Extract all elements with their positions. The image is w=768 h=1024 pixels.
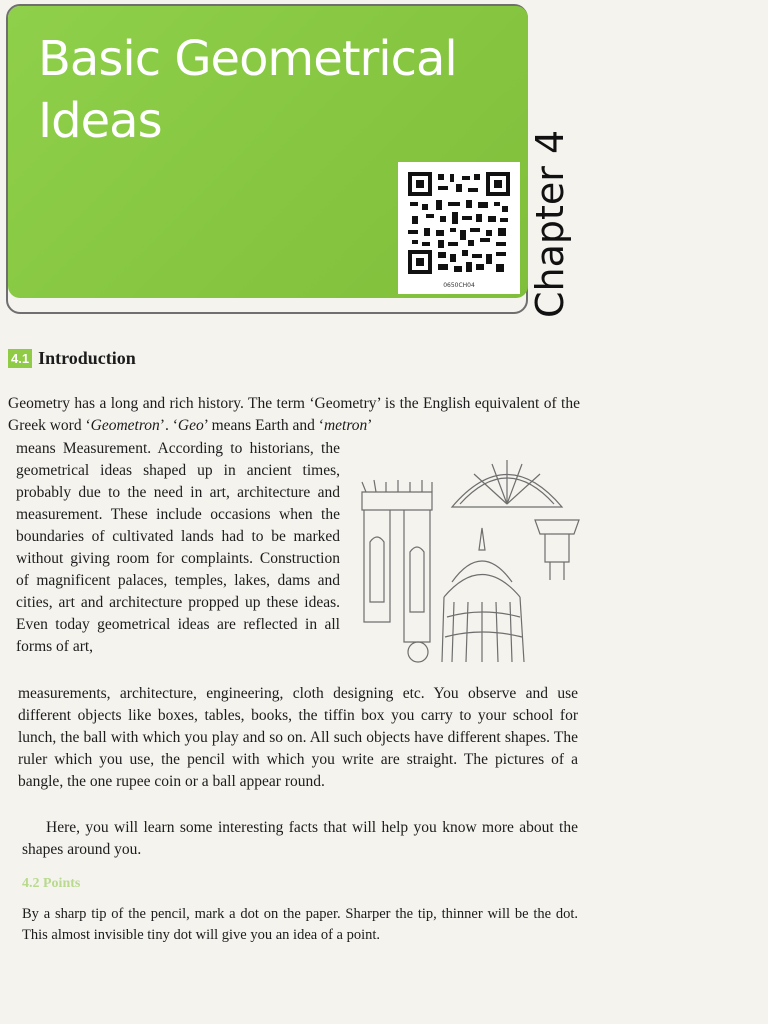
chapter-number: Chapter 4 xyxy=(528,129,572,318)
term-geo: Geo xyxy=(177,417,204,434)
qr-code[interactable] xyxy=(398,162,520,294)
intro-paragraph-bottom: measurements, architecture, engineering, cloth designing etc. You observe and use different objects like boxes, tables, books, the tiffin box you carry to your school for lunch, the ball with which you play and so on. All such objects have different shapes. The ruler which you use, the pencil with which you write are straight. The pictures of a bangle, the one rupee coin or a ball appear round. xyxy=(18,685,578,790)
points-paragraph: By a sharp tip of the pencil, mark a dot on the paper. Sharper the tip, thinner will be the dot. This almost invisible tiny dot will give you an idea of a point. xyxy=(22,906,578,943)
section-number-badge: 4.1 xyxy=(8,349,32,368)
term-geometron: Geometron xyxy=(90,417,160,434)
section-title: Introduction xyxy=(38,347,136,368)
section-heading-introduction xyxy=(8,346,136,370)
term-metron: metron xyxy=(323,417,368,434)
intro-paragraph-top: Geometry has a long and rich history. The term ‘Geometry’ is the English equivalent of the Greek word ‘Geometron’. ‘Geo’ means Earth and ‘metron’ xyxy=(8,395,580,434)
chapter-title-line2: Ideas xyxy=(38,93,162,149)
intro-paragraph-2: Here, you will learn some interesting facts that will help you know more about the shapes around you. xyxy=(22,819,578,858)
chapter-title-line1: Basic Geometrical xyxy=(38,31,457,87)
chapter-title xyxy=(38,28,518,152)
architecture-illustration xyxy=(352,452,582,678)
section-heading-points: 4.2 Points xyxy=(22,876,81,891)
qr-code-icon xyxy=(408,172,510,274)
intro-paragraph-wrap: means Measurement. According to historians, the geometrical ideas shaped up in ancient times, probably due to the need in art, architecture and measurement. These include occasions when the boundaries of cultivated lands had to be marked without giving room for complaints. Construction of magnificent palaces, temples, lakes, dams and cities, art and architecture propped up these ideas. Even today geometrical ideas are reflected in all forms of art, xyxy=(16,440,340,655)
qr-code-label: 0650CH04 xyxy=(443,282,475,289)
